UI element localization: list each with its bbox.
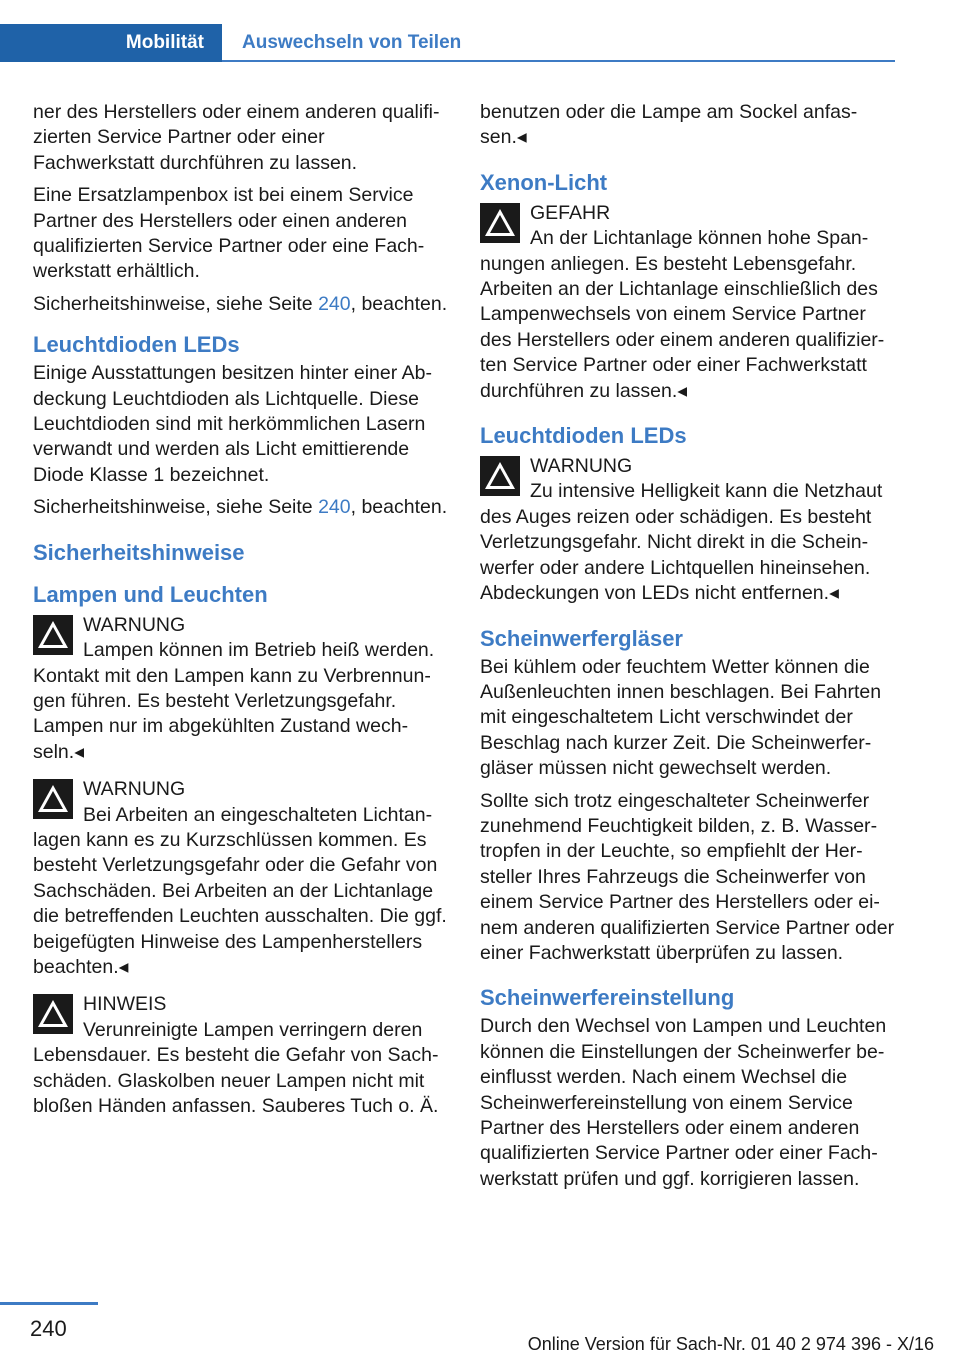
left-column <box>33 100 448 1131</box>
warning-text: Lampen können im Betrieb heiß werden. Kontakt mit den Lampen kann zu Verbrennungen führen. Es besteht Verletzungsgefahr. Lampen nur im abgekühlten Zustand wechseln.◂ <box>33 639 435 763</box>
footer-divider <box>0 1302 98 1305</box>
warning-triangle-icon <box>480 456 520 496</box>
heading-adjust: Scheinwerfereinstellung <box>480 985 735 1011</box>
paragraph: benutzen oder die Lampe am Sockel anfassen.◂ <box>480 101 858 149</box>
section-tab-label: Mobilität <box>125 32 204 53</box>
warning-label: WARNUNG <box>83 778 186 801</box>
paragraph: Eine Ersatzlampenbox ist bei einem Service Partner des Herstellers oder einen anderen qualifizierten Service Partner oder eine Fachwerkstatt erhältlich. <box>33 184 425 283</box>
warning-triangle-icon <box>480 203 520 243</box>
warning-text: Bei Arbeiten an eingeschalteten Lichtanlagen kann es zu Kurzschlüssen kommen. Es besteht Verletzungsgefahr oder die Gefahr von Sachschäden. Bei Arbeiten an der Lichtanlage die betreffenden Leuchten ausschalten. Die ggf. beigefügten Hinweise des Lampenherstellers beachten.◂ <box>33 803 447 978</box>
paragraph: ner des Herstellers oder einem anderen qualifizierten Service Partner oder einer Fachwerkstatt durchführen zu lassen. <box>33 101 440 174</box>
paragraph: Durch den Wechsel von Lampen und Leuchten können die Einstellungen der Scheinwerfer beeinflusst werden. Nach einem Wechsel die Scheinwerfereinstellung von einem Service Partner des Herstellers oder einem anderen qualifizierten Service Partner oder einer Fachwerkstatt prüfen und ggf. korrigieren lassen. <box>480 1015 887 1190</box>
warning-triangle-icon <box>33 615 73 655</box>
warning-triangle-icon <box>33 779 73 819</box>
danger-text: An der Lichtanlage können hohe Spannungen anliegen. Es besteht Lebensgefahr. Arbeiten an der Lichtanlage einschließlich des Lampenwechsels von einem Service Partner des Herstellers oder einem anderen qualifizierten Service Partner oder einer Fachwerkstatt durchführen zu lassen.◂ <box>480 227 885 402</box>
heading-leds: Leuchtdioden LEDs <box>33 332 240 358</box>
page-link[interactable]: 240 <box>318 496 351 519</box>
danger-block <box>480 201 895 404</box>
warning-triangle-icon <box>33 994 73 1034</box>
page-header <box>0 0 895 62</box>
paragraph-text: Sicherheitshinweise, siehe Seite <box>33 292 319 315</box>
warning-block <box>480 454 895 606</box>
heading-safety: Sicherheitshinweise <box>33 539 245 565</box>
footer-version-text: Online Version für Sach-Nr. 01 40 2 974 396 - X/16 <box>527 1334 934 1354</box>
right-column <box>480 100 895 1199</box>
heading-leds: Leuchtdioden LEDs <box>480 423 687 449</box>
paragraph <box>33 292 448 317</box>
page-number: 240 <box>30 1316 67 1341</box>
header-divider <box>222 60 895 62</box>
paragraph-text: Sicherheitshinweise, siehe Seite <box>33 496 319 519</box>
heading-xenon: Xenon-Licht <box>480 169 608 195</box>
heading-glass: Scheinwerfergläser <box>480 625 683 651</box>
paragraph-text: , beachten. <box>350 496 448 519</box>
warning-label: WARNUNG <box>83 613 186 636</box>
notice-block <box>33 992 448 1119</box>
paragraph: Sollte sich trotz eingeschalteter Scheinwerfer zunehmend Feuchtigkeit bilden, z. B. Wassertropfen in der Leuchte, so empfiehlt der Hersteller Ihres Fahrzeugs die Scheinwerfer von einem Service Partner des Herstellers oder einem anderen qualifizierten Service Partner oder einer Fachwerkstatt überprüfen zu lassen. <box>480 789 895 964</box>
warning-label: WARNUNG <box>530 455 633 478</box>
notice-label: HINWEIS <box>83 993 167 1016</box>
danger-label: GEFAHR <box>530 201 611 224</box>
warning-block <box>33 613 448 765</box>
paragraph: Bei kühlem oder feuchtem Wetter können die Außenleuchten innen beschlagen. Bei Fahrten mit eingeschaltetem Licht verschwindet der Beschlag nach kurzer Zeit. Die Scheinwerfergläser müssen nicht gewechselt werden. <box>480 655 882 780</box>
paragraph: Einige Ausstattungen besitzen hinter einer Abdeckung Leuchtdioden als Lichtquelle. Diese Leuchtdioden sind mit herkömmlichen Lasern verwandt und werden als Licht emittierende Diode Klasse 1 bezeichnet. <box>33 362 432 486</box>
warning-text: Zu intensive Helligkeit kann die Netzhaut des Auges reizen oder schädigen. Es besteht Verletzungsgefahr. Nicht direkt in die Scheinwerfer oder andere Lichtquellen hineinsehen. Abdeckungen von LEDs nicht entfernen.◂ <box>480 480 883 605</box>
chapter-title[interactable]: Auswechseln von Teilen <box>242 32 462 53</box>
notice-text: Verunreinigte Lampen verringern deren Lebensdauer. Es besteht die Gefahr von Sachschäden. Glaskolben neuer Lampen nicht mit bloßen Händen anfassen. Sauberes Tuch o. Ä. <box>33 1018 439 1117</box>
heading-lamps: Lampen und Leuchten <box>33 581 268 607</box>
page-link[interactable]: 240 <box>318 292 351 315</box>
paragraph <box>33 495 448 520</box>
paragraph-text: , beachten. <box>350 292 448 315</box>
warning-block <box>33 777 448 980</box>
section-tab[interactable] <box>0 24 222 62</box>
